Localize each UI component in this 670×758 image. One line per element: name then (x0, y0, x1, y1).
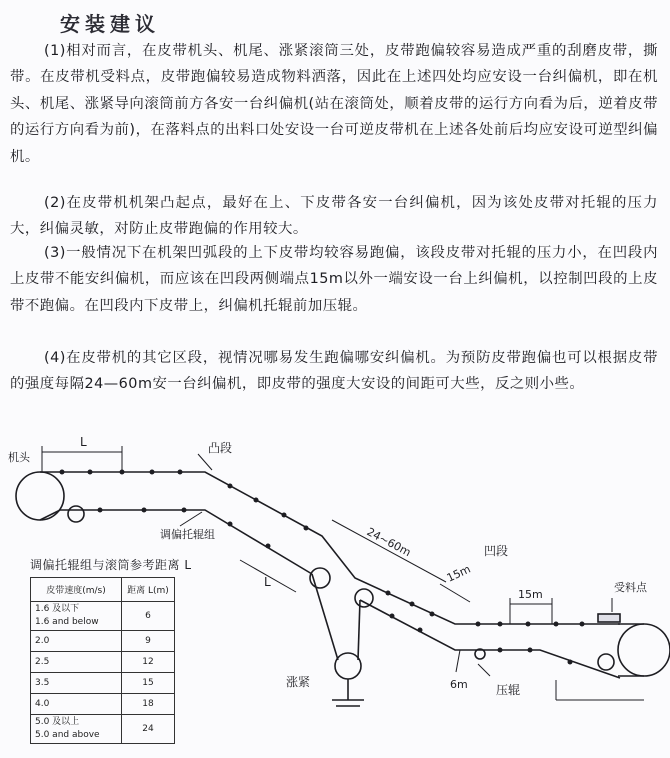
label-15m-diagonal: 15m (444, 562, 473, 585)
receiving-hopper (598, 614, 620, 622)
speed-cn: 3.5 (31, 673, 122, 694)
table-row (31, 631, 175, 652)
label-15m-flat: 15m (518, 588, 543, 601)
bend-roller-2 (355, 589, 373, 607)
lower-belt-after-tension (360, 600, 620, 678)
paragraph-1: (1)相对而言，在皮带机头、机尾、涨紧滚筒三处，皮带跑偏较容易造成严重的刮磨皮带，撕带。在皮带机受料点，皮带跑偏较易造成物料洒落，因此在上述四处均应安设一台纠偏机，即在机头、机尾、涨紧导向滚筒前方各安一台纠偏机(站在滚筒处，顺着皮带的运行方向看为后，逆着皮带的运行方向看为前)，在落料点的出料口处安设一台可逆皮带机在上述各处前后均应安设可逆型纠偏机。 (10, 43, 658, 165)
table-row (31, 602, 175, 631)
speed-cn: 1.6 及以下 (35, 604, 80, 614)
speed-cn: 5.0 及以上 (35, 717, 80, 727)
page-title: 安装建议 (60, 12, 160, 36)
distance-value: 15 (122, 673, 175, 694)
speed-en: 1.6 and below (35, 617, 99, 627)
header-distance: 距离 L(m) (122, 578, 175, 602)
label-receiving: 受料点 (614, 581, 647, 594)
paragraph-4: (4)在皮带机的其它区段，视情况哪易发生跑偏哪安纠偏机。为预防皮带跑偏也可以根据皮带的强度每隔24—60m安一台纠偏机，即皮带的强度大安设的间距可大些，反之则小些。 (10, 350, 658, 393)
label-press-roller: 压辊 (496, 683, 521, 697)
tail-pulley (618, 624, 670, 676)
header-speed: 皮带速度(m/s) (31, 578, 122, 602)
reference-distance-table (30, 577, 175, 744)
distance-value: 12 (122, 652, 175, 673)
speed-cn: 2.0 (31, 631, 122, 652)
speed-en: 5.0 and above (35, 730, 100, 740)
table-row (31, 715, 175, 744)
speed-cn: 4.0 (31, 694, 122, 715)
label-span: 24~60m (364, 525, 414, 560)
distance-value: 18 (122, 694, 175, 715)
distance-value: 9 (122, 631, 175, 652)
label-L-top: L (80, 435, 87, 449)
head-pulley (16, 472, 64, 520)
table-row (31, 652, 175, 673)
label-adjust-group: 调偏托辊组 (160, 528, 215, 541)
speed-cn: 2.5 (31, 652, 122, 673)
distance-value: 24 (122, 715, 175, 744)
tension-pulley (335, 653, 361, 679)
table-header-row (31, 578, 175, 602)
label-concave: 凹段 (484, 544, 509, 558)
head-snub-roller (68, 506, 84, 522)
label-convex: 凸段 (208, 441, 233, 455)
table-row (31, 673, 175, 694)
paragraph-2: (2)在皮带机机架凸起点，最好在上、下皮带各安一台纠偏机，因为该处皮带对托辊的压力大，纠偏灵敏，对防止皮带跑偏的作用较大。 (10, 195, 658, 238)
distance-value: 6 (122, 602, 175, 631)
table-title: 调偏托辊组与滚筒参考距离 L (30, 558, 192, 572)
label-L-low: L (264, 575, 271, 589)
tail-snub-roller (598, 654, 614, 670)
table-row (31, 694, 175, 715)
paragraph-3: (3)一般情况下在机架凹弧段的上下皮带均较容易跑偏，该段皮带对托辊的压力小，在凹段内上皮带不能安纠偏机，而应该在凹段两侧端点15m以外一端安设一台上纠偏机，以控制凹段的上皮带不跑偏。在凹段内下皮带上，纠偏机托辊前加压辊。 (10, 245, 658, 314)
label-6m: 6m (450, 678, 468, 691)
label-head: 机头 (8, 451, 30, 464)
label-tension: 涨紧 (286, 675, 311, 689)
